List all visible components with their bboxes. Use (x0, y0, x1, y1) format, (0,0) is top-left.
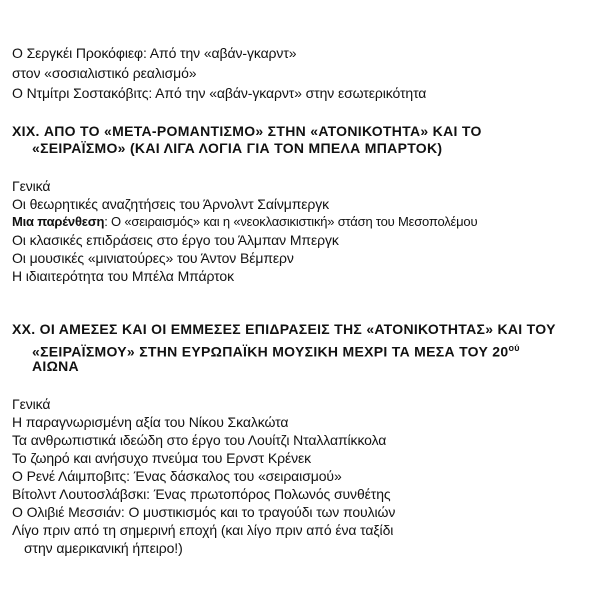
parenthesis-label: Μια παρένθεση (12, 214, 105, 229)
toc-entry-berg: Οι κλασικές επιδράσεις στο έργο του Άλμπαν Μπεργκ (12, 232, 339, 248)
section-19-general: Γενικά (12, 178, 51, 194)
toc-entry-schoenberg: Οι θεωρητικές αναζητήσεις του Άρνολντ Σαίνμπεργκ (12, 196, 330, 212)
section-20-general: Γενικά (12, 396, 51, 412)
toc-entry-messiaen: Ο Ολιβιέ Μεσσιάν: Ο μυστικισμός και το τραγούδι των πουλιών (12, 504, 396, 520)
toc-entry-present-day: Λίγο πριν από τη σημερινή εποχή (και λίγο πριν από ένα ταξίδι (12, 522, 394, 538)
section-20-heading-cont (32, 339, 520, 361)
toc-entry-webern: Οι μουσικές «μινιατούρες» του Άντον Βέμπερν (12, 250, 294, 266)
toc-entry-krenek: Το ζωηρό και ανήσυχο πνεύμα του Ερνστ Κρένεκ (12, 450, 312, 466)
toc-entry-bartok: Η ιδιαιτερότητα του Μπέλα Μπάρτοκ (12, 268, 234, 284)
section-19-heading: XIX. ΑΠΟ ΤΟ «ΜΕΤΑ-ΡΟΜΑΝΤΙΣΜΟ» ΣΤΗΝ «ΑΤΟΝΙΚΟΤΗΤΑ» ΚΑΙ ΤΟ (12, 123, 482, 139)
section-20-heading-superscript: ού (508, 343, 520, 353)
section-20-heading-cont2: ΑΙΩΝΑ (32, 358, 79, 374)
toc-entry-prokofiev: Ο Σεργκέι Προκόφιεφ: Από την «αβάν-γκαρντ» (12, 45, 297, 61)
toc-entry-skalkottas: Η παραγνωρισμένη αξία του Νίκου Σκαλκώτα (12, 414, 289, 430)
section-20-heading-cont-text: «ΣΕΙΡΑΪΣΜΟΥ» ΣΤΗΝ ΕΥΡΩΠΑΪΚΗ ΜΟΥΣΙΚΗ ΜΕΧΡΙ ΤΑ ΜΕΣΑ ΤΟΥ 20 (32, 343, 509, 360)
toc-entry-prokofiev-cont: στον «σοσιαλιστικό ρεαλισμό» (12, 65, 197, 81)
toc-entry-present-day-cont: στην αμερικανική ήπειρο!) (24, 540, 183, 556)
toc-entry-dallapiccola: Τα ανθρωπιστικά ιδεώδη στο έργο του Λουίτζι Νταλλαπίκκολα (12, 432, 387, 448)
section-19-heading-cont: «ΣΕΙΡΑΪΣΜΟ» (ΚΑΙ ΛΙΓΑ ΛΟΓΙΑ ΓΙΑ ΤΟΝ ΜΠΕΛΑ ΜΠΑΡΤΟΚ) (32, 140, 443, 156)
section-20-heading: XX. ΟΙ ΑΜΕΣΕΣ ΚΑΙ ΟΙ ΕΜΜΕΣΕΣ ΕΠΙΔΡΑΣΕΙΣ ΤΗΣ «ΑΤΟΝΙΚΟΤΗΤΑΣ» ΚΑΙ ΤΟΥ (12, 321, 556, 337)
parenthesis-text: : Ο «σειραισμός» και η «νεοκλασικιστική» στάση του Μεσοπολέμου (104, 214, 478, 229)
toc-entry-shostakovich: Ο Ντμίτρι Σοστακόβιτς: Από την «αβάν-γκαρντ» στην εσωτερικότητα (12, 85, 427, 101)
toc-entry-lutoslawski: Βίτολντ Λουτοσλάβσκι: Ένας πρωτοπόρος Πολωνός συνθέτης (12, 486, 391, 502)
toc-entry-parenthesis (12, 213, 477, 231)
toc-entry-leibowitz: Ο Ρενέ Λάιμποβιτς: Ένας δάσκαλος του «σειραισμού» (12, 468, 342, 484)
